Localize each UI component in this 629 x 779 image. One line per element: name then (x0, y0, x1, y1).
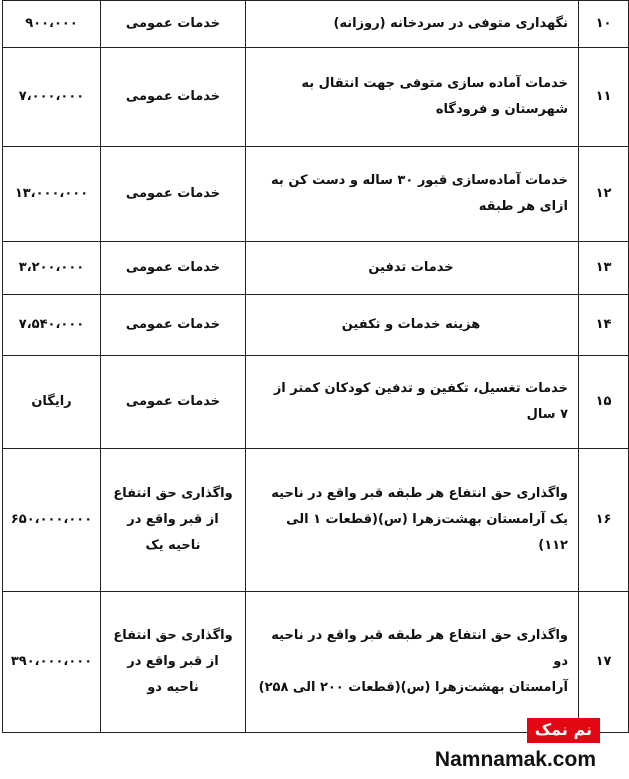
category-line: خدمات عمومی (125, 260, 221, 275)
service-category (101, 295, 246, 356)
table-row (3, 48, 629, 147)
service-description (246, 1, 579, 48)
table-row (3, 449, 629, 592)
table-row (3, 147, 629, 242)
service-description (246, 356, 579, 449)
service-price: رایگان (3, 356, 101, 449)
row-number: ۱۱ (579, 48, 629, 147)
category-line: واگذاری حق انتفاع (113, 628, 233, 643)
fees-table (2, 0, 629, 733)
row-number: ۱۲ (579, 147, 629, 242)
row-number: ۱۶ (579, 449, 629, 592)
category-line: خدمات عمومی (125, 394, 221, 409)
description-line: ۷ سال (526, 407, 568, 422)
service-category (101, 592, 246, 733)
category-line: خدمات عمومی (125, 186, 221, 201)
category-line: خدمات عمومی (125, 16, 221, 31)
table-row (3, 1, 629, 48)
description-line: ازای هر طبقه (478, 199, 568, 214)
table-row (3, 356, 629, 449)
category-line: خدمات عمومی (125, 317, 221, 332)
brand-website: Namnamak.com (434, 748, 596, 771)
service-price: ۱۳،۰۰۰،۰۰۰ (3, 147, 101, 242)
service-price: ۶۵۰،۰۰۰،۰۰۰ (3, 449, 101, 592)
service-price: ۷،۵۴۰،۰۰۰ (3, 295, 101, 356)
service-category (101, 1, 246, 48)
category-line: از قبر واقع در (127, 654, 219, 669)
service-description (246, 242, 579, 295)
row-number: ۱۵ (579, 356, 629, 449)
service-description (246, 147, 579, 242)
row-number: ۱۰ (579, 1, 629, 48)
category-line: واگذاری حق انتفاع (113, 486, 233, 501)
description-line: هزینه خدمات و تکفین (341, 317, 481, 332)
service-category (101, 356, 246, 449)
service-price: ۹۰۰،۰۰۰ (3, 1, 101, 48)
table-row (3, 242, 629, 295)
category-line: ناحیه یک (145, 538, 201, 553)
category-line: ناحیه دو (147, 680, 199, 695)
service-price: ۷،۰۰۰،۰۰۰ (3, 48, 101, 147)
service-description (246, 295, 579, 356)
service-description (246, 592, 579, 733)
description-line: نگهداری متوفی در سردخانه (روزانه) (333, 16, 568, 31)
service-price: ۳۹۰،۰۰۰،۰۰۰ (3, 592, 101, 733)
category-line: از قبر واقع در (127, 512, 219, 527)
row-number: ۱۷ (579, 592, 629, 733)
description-line: واگذاری حق انتفاع هر طبقه قبر واقع در ناحیه دو (271, 628, 568, 669)
service-category (101, 242, 246, 295)
description-line: خدمات آماده سازی متوفی جهت انتقال به (301, 76, 568, 91)
description-line: خدمات تدفین (368, 260, 454, 275)
service-category (101, 147, 246, 242)
table-row (3, 295, 629, 356)
row-number: ۱۳ (579, 242, 629, 295)
description-line: شهرستان و فرودگاه (435, 102, 568, 117)
brand-logo-badge: نم نمک (527, 718, 600, 743)
description-line: خدمات تغسیل، تکفین و تدفین کودکان کمتر از (273, 381, 568, 396)
category-line: خدمات عمومی (125, 89, 221, 104)
description-line: یک آرامستان بهشت‌زهرا (س)(قطعات ۱ الی ۱۱۲) (286, 512, 568, 553)
description-line: آرامستان بهشت‌زهرا (س)(قطعات ۲۰۰ الی ۲۵۸) (258, 680, 568, 695)
row-number: ۱۴ (579, 295, 629, 356)
service-description (246, 48, 579, 147)
table-row (3, 592, 629, 733)
service-category (101, 48, 246, 147)
service-category (101, 449, 246, 592)
service-price: ۳،۲۰۰،۰۰۰ (3, 242, 101, 295)
description-line: خدمات آماده‌سازی قبور ۳۰ ساله و دست کن به (271, 173, 568, 188)
service-description (246, 449, 579, 592)
description-line: واگذاری حق انتفاع هر طبقه قبر واقع در ناحیه (271, 486, 568, 501)
